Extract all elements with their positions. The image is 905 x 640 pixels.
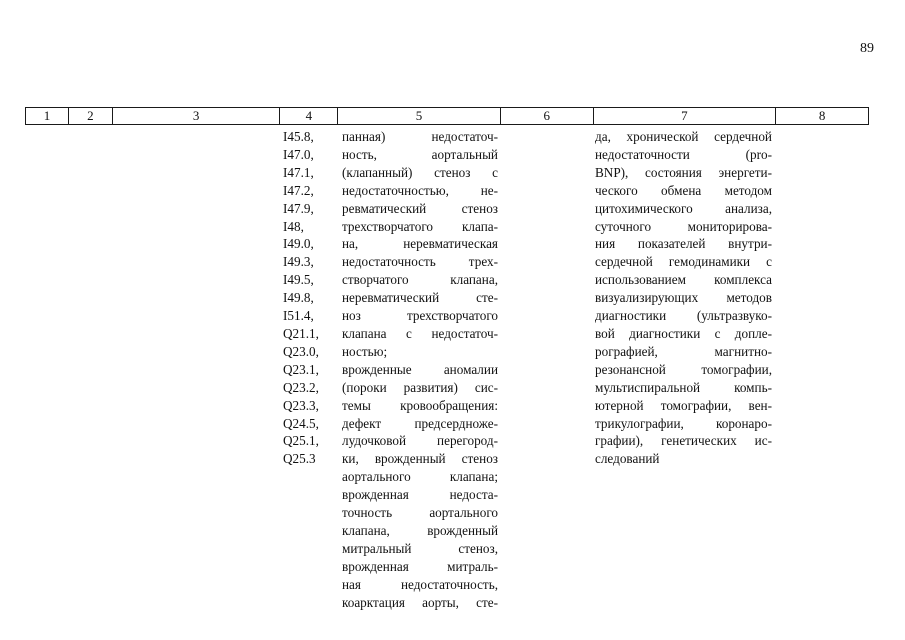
text-line: клапана, врожденный [342, 522, 498, 538]
text-line: аортального клапана; [342, 469, 498, 485]
text-line: вой диагностики с допле- [595, 325, 772, 341]
header-col-4: 4 [280, 108, 338, 124]
text-line: панная) недостаточ- [342, 129, 498, 144]
text-line: врожденные аномалии [342, 361, 498, 377]
text-line: трикулографии, коронаро- [595, 415, 772, 431]
text-line: I49.5, [283, 272, 314, 288]
text-line: ческого обмена методом [595, 182, 772, 198]
text-line: I47.1, [283, 164, 314, 180]
text-line: I49.0, [283, 236, 314, 252]
text-line: лудочковой перегород- [342, 433, 498, 449]
text-line: темы кровообращения: [342, 397, 498, 413]
text-line: митральный стеноз, [342, 540, 498, 556]
text-line: визуализирующих методов [595, 290, 772, 306]
text-line: Q23.3, [283, 397, 319, 413]
text-line: коарктация аорты, сте- [342, 594, 498, 610]
text-line: (пороки развития) сис- [342, 379, 498, 395]
text-line: I47.2, [283, 182, 314, 198]
text-line: недостаточностью, не- [342, 182, 498, 198]
text-line: Q25.1, [283, 433, 319, 449]
header-col-7: 7 [594, 108, 777, 124]
text-line: использованием комплекса [595, 272, 772, 288]
text-line: Q23.1, [283, 361, 319, 377]
text-line: Q21.1, [283, 325, 319, 341]
text-line: ки, врожденный стеноз [342, 451, 498, 467]
text-line: I49.8, [283, 290, 314, 306]
header-col-3: 3 [113, 108, 281, 124]
text-line: Q24.5, [283, 415, 319, 431]
text-line: врожденная недоста- [342, 487, 498, 503]
column-4-diagnosis-codes [283, 128, 329, 468]
text-line: (клапанный) стеноз с [342, 164, 498, 180]
text-line: I45.8, [283, 129, 314, 144]
text-line: графии), генетических ис- [595, 433, 772, 449]
text-line: рографией, магнитно- [595, 343, 772, 359]
text-line: мультиспиральной компь- [595, 379, 772, 395]
text-line: ютерной томографии, вен- [595, 397, 772, 413]
column-5-diagnoses-text [342, 128, 498, 611]
text-line: I47.0, [283, 146, 314, 162]
text-line: ревматический стеноз [342, 200, 498, 216]
text-line: ния показателей внутри- [595, 236, 772, 252]
text-line: резонансной томографии, [595, 361, 772, 377]
text-line: точность аортального [342, 505, 498, 521]
text-line: недостаточность трех- [342, 254, 498, 270]
text-line: диагностики (ультразвуко- [595, 308, 772, 324]
text-line: I49.3, [283, 254, 314, 270]
text-line: следований [595, 451, 660, 467]
text-line: I48, [283, 218, 304, 234]
header-col-2: 2 [69, 108, 113, 124]
text-line: ная недостаточность, [342, 576, 498, 592]
text-line: дефект предсердноже- [342, 415, 498, 431]
header-col-1: 1 [26, 108, 69, 124]
header-col-6: 6 [501, 108, 594, 124]
text-line: створчатого клапана, [342, 272, 498, 288]
column-7-methods-text [595, 128, 772, 468]
text-line: врожденная митраль- [342, 558, 498, 574]
text-line: да, хронической сердечной [595, 129, 772, 144]
text-line: ноз трехстворчатого [342, 308, 498, 324]
text-line: суточного мониторирова- [595, 218, 772, 234]
text-line: BNP), состояния энергети- [595, 164, 772, 180]
page-number: 89 [860, 41, 874, 56]
text-line: Q23.0, [283, 343, 319, 359]
text-line: сердечной гемодинамики с [595, 254, 772, 270]
text-line: неревматический сте- [342, 290, 498, 306]
text-line: недостаточности (pro- [595, 146, 772, 162]
text-line: клапана с недостаточ- [342, 325, 498, 341]
table-header-row [25, 107, 869, 125]
text-line: цитохимического анализа, [595, 200, 772, 216]
text-line: Q23.2, [283, 379, 319, 395]
text-line: на, неревматическая [342, 236, 498, 252]
text-line: ностью; [342, 343, 388, 359]
header-col-5: 5 [338, 108, 501, 124]
text-line: I51.4, [283, 308, 314, 324]
text-line: I47.9, [283, 200, 314, 216]
text-line: Q25.3 [283, 451, 316, 467]
text-line: ность, аортальный [342, 146, 498, 162]
header-col-8: 8 [818, 108, 826, 123]
text-line: трехстворчатого клапа- [342, 218, 498, 234]
